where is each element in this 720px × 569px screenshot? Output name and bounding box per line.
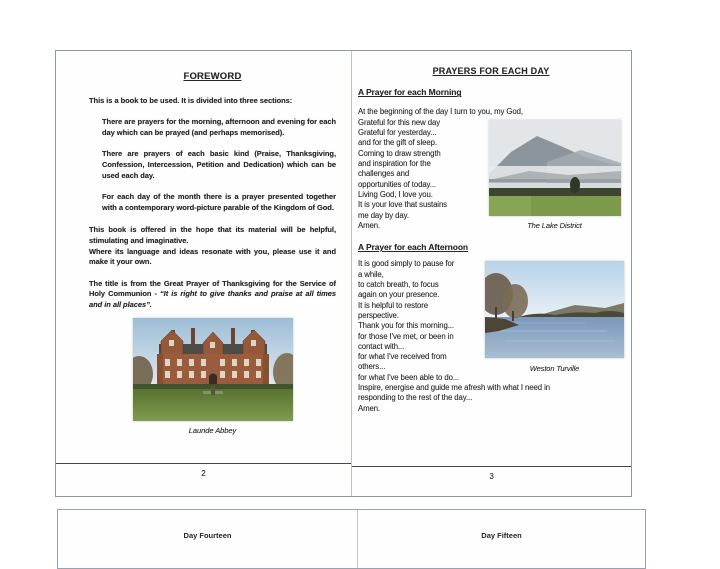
afternoon-prayer-heading: A Prayer for each Afternoon [358, 242, 469, 253]
prayer-line: responding to the rest of the day... [358, 393, 473, 403]
prayer-line: Amen. [358, 403, 381, 413]
page-number-3: 3 [489, 472, 494, 481]
day-fifteen-heading: Day Fifteen [481, 531, 522, 540]
prayer-line: others... [358, 362, 386, 372]
foreword-title: FOREWORD [183, 71, 242, 82]
prayer-line: for those I've met, or been in [358, 331, 454, 341]
day-fourteen-heading: Day Fourteen [183, 531, 232, 540]
prayer-line: and inspiration for the [358, 159, 431, 169]
prayer-line: Grateful for this new day [358, 117, 441, 127]
foreword-paragraph: There are prayers of each basic kind (Praise, Thanksgiving, Confession, Intercession, Petition and Dedication) which can be used each day. [102, 149, 336, 180]
prayers-title: PRAYERS FOR EACH DAY [432, 66, 550, 76]
foreword-paragraph: Where its language and ideas resonate with you, please use it and make it your own. [89, 246, 336, 267]
launde-abbey-photo [133, 318, 293, 421]
weston-turville-photo [485, 261, 624, 358]
prayer-line: for what I've been able to do... [358, 372, 460, 382]
prayer-line: for what I've received from [358, 352, 447, 362]
prayer-line: a while, [358, 269, 384, 279]
prayer-line: and for the gift of sleep. [358, 138, 437, 148]
prayer-line: It is helpful to restore [358, 300, 428, 310]
prayer-line: Thank you for this morning... [358, 321, 454, 331]
foreword-paragraph: For each day of the month there is a prayer presented together with a contemporary word-picture parable of the Kingdom of God. [102, 192, 336, 212]
closing-italic-quote: “It is right to give thanks and praise at all times and in all places”. [89, 289, 337, 309]
launde-abbey-photo-block [89, 318, 336, 436]
foreword-intro: This is a book to be used. It is divided into three sections: [89, 95, 293, 105]
prayer-line: Coming to draw strength [358, 148, 441, 158]
prayer-line: Living God, I love you. [358, 189, 433, 199]
lake-district-photo-block [485, 118, 624, 230]
page-3-footer [352, 466, 631, 496]
morning-lead-line: At the beginning of the day I turn to you, my God, [358, 106, 523, 116]
foreword-page [56, 51, 351, 496]
book-spread-pages-2-3 [55, 50, 632, 497]
launde-abbey-caption: Launde Abbey [188, 426, 237, 436]
foreword-body-paragraphs [89, 225, 336, 267]
next-book-spread [57, 509, 646, 569]
prayers-page [351, 51, 631, 496]
lake-district-caption: The Lake District [527, 221, 582, 231]
prayer-line: Grateful for yesterday... [358, 128, 437, 138]
foreword-paragraph: There are prayers for the morning, afternoon and evening for each day which can be prayed (and perhaps memorised). [102, 117, 336, 137]
closing-normal-text: The title is from the Great Prayer of Thanksgiving for the Service of Holy Communion - [89, 278, 336, 299]
prayer-line: perspective. [358, 310, 399, 320]
foreword-indented-paragraphs [89, 117, 336, 213]
prayer-line: It is your love that sustains [358, 200, 447, 210]
foreword-closing-paragraph [89, 279, 336, 311]
prayer-line: me day by day. [358, 210, 409, 220]
prayer-line: Inspire, energise and guide me afresh with what I need in [358, 383, 550, 393]
morning-prayer-row [358, 118, 624, 231]
prayer-line: contact with... [358, 341, 405, 351]
weston-turville-caption: Weston Turville [529, 363, 580, 373]
afternoon-prayer-row [358, 259, 624, 372]
prayer-line: It is good simply to pause for [358, 259, 455, 269]
page-2-footer [56, 463, 351, 496]
prayer-line: opportunities of today... [358, 179, 436, 189]
weston-turville-photo-block [485, 259, 624, 372]
afternoon-prayer-lines [358, 259, 485, 372]
page-number-2: 2 [201, 469, 206, 478]
morning-prayer-heading: A Prayer for each Morning [358, 87, 462, 98]
prayer-line: to catch breath, to focus [358, 280, 439, 290]
afternoon-closing-lines [358, 373, 624, 414]
prayer-line: challenges and [358, 169, 410, 179]
day-fourteen-page [58, 510, 358, 568]
morning-prayer-lines [358, 118, 485, 231]
lake-district-photo [489, 120, 621, 216]
day-fifteen-page [358, 510, 645, 568]
prayer-line: again on your presence. [358, 290, 440, 300]
prayer-line: Amen. [358, 220, 381, 230]
foreword-paragraph: This book is offered in the hope that its material will be helpful, stimulating and imaginative. [89, 225, 336, 245]
